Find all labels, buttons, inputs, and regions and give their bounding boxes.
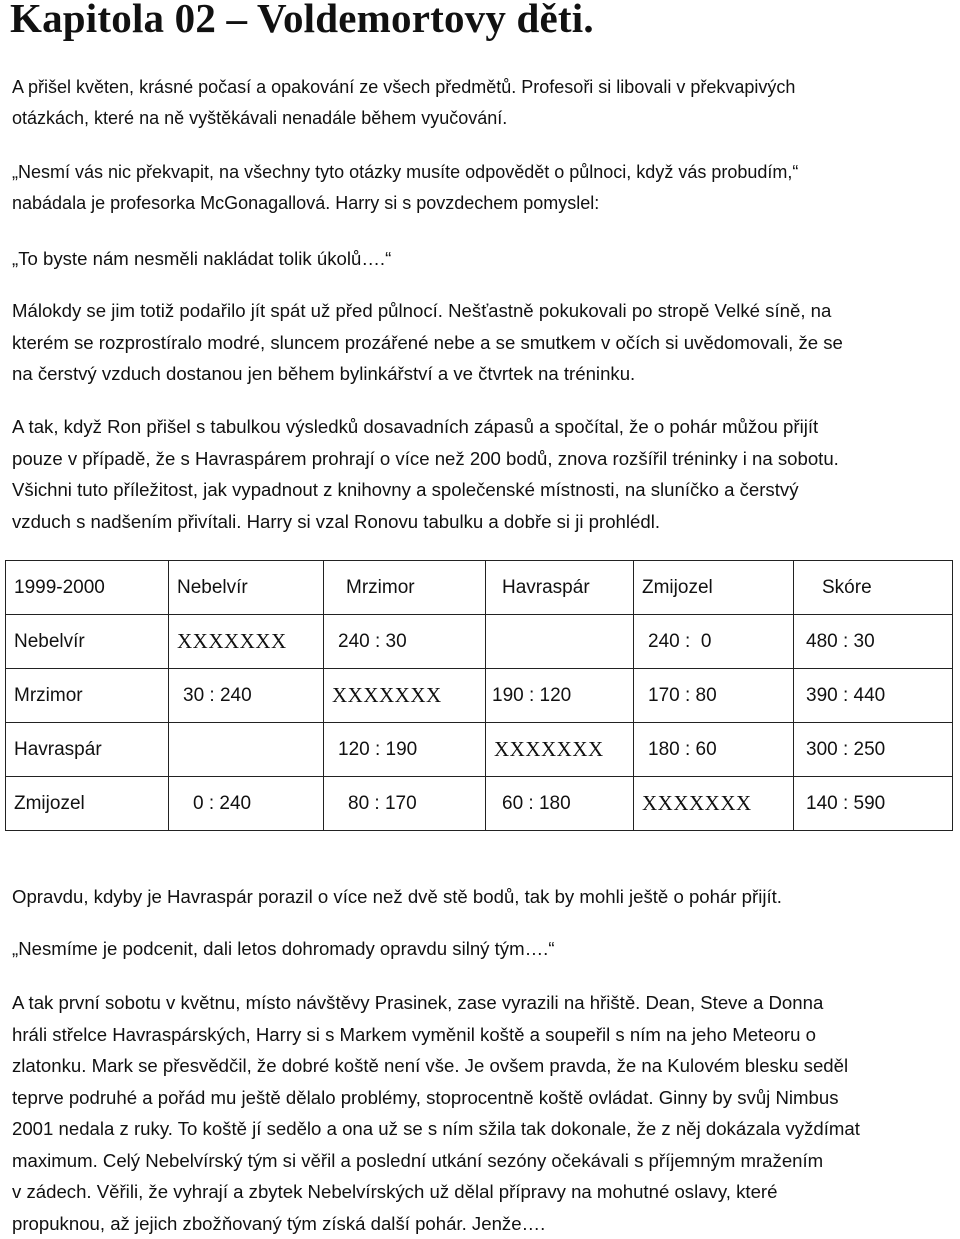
table-cell: XXXXXXX	[634, 777, 794, 831]
table-cell: 140 : 590	[794, 777, 953, 831]
table-cell: Zmijozel	[6, 777, 169, 831]
table-cell: 190 : 120	[486, 669, 634, 723]
text-line: 2001 nedala z ruky. To koště jí sedělo a ona už se s ním sžila tak dokonale, že z něj dokázala vyždímat	[12, 1113, 952, 1145]
table-header-cell: Havraspár	[486, 561, 634, 615]
table-cell: Mrzimor	[6, 669, 169, 723]
table-cell: 480 : 30	[794, 615, 953, 669]
text-line: hráli střelce Havraspárských, Harry si s Markem vyměnil koště a soupeřil s ním na jeho Meteoru o	[12, 1019, 952, 1051]
text-line: „Nesmí vás nic překvapit, na všechny tyto otázky musíte odpovědět o půlnoci, když vás probudím,“	[12, 157, 952, 188]
table-header-cell: Mrzimor	[324, 561, 486, 615]
text-line: teprve podruhé a pořád mu ještě dělalo problémy, stoprocentně koště ovládat. Ginny by svůj Nimbus	[12, 1082, 952, 1114]
table-row	[6, 723, 953, 777]
text-line: Opravdu, kdyby je Havraspár porazil o více než dvě stě bodů, tak by mohli ještě o pohár přijít.	[12, 881, 952, 913]
text-line: „Nesmíme je podcenit, dali letos dohromady opravdu silný tým….“	[12, 933, 952, 965]
paragraph-mcgonagall	[12, 157, 952, 219]
table-cell: 180 : 60	[634, 723, 794, 777]
table-cell: XXXXXXX	[169, 615, 324, 669]
text-line: A přišel květen, krásné počasí a opakování ze všech předmětů. Profesoři si libovali v překvapivých	[12, 72, 952, 103]
table-cell: 120 : 190	[324, 723, 486, 777]
table-cell: 80 : 170	[324, 777, 486, 831]
table-cell: Havraspár	[6, 723, 169, 777]
table-cell: XXXXXXX	[486, 723, 634, 777]
table-cell: 390 : 440	[794, 669, 953, 723]
paragraph-match	[12, 987, 952, 1239]
paragraph-intro	[12, 72, 952, 134]
text-line: nabádala je profesorka McGonagallová. Harry si s povzdechem pomyslel:	[12, 188, 952, 219]
text-line: otázkách, které na ně vyštěkávali nenadále během vyučování.	[12, 103, 952, 134]
table-cell: 240 : 30	[324, 615, 486, 669]
table-cell: 300 : 250	[794, 723, 953, 777]
table-cell: 240 : 0	[634, 615, 794, 669]
chapter-title: Kapitola 02 – Voldemortovy děti.	[10, 0, 594, 44]
text-line: kterém se rozprostíralo modré, sluncem prozářené nebe a se smutkem v očích si uvědomovali, že se	[12, 327, 952, 359]
table-cell	[486, 615, 634, 669]
table-row	[6, 777, 953, 831]
table-header-cell: Zmijozel	[634, 561, 794, 615]
text-line: zlatonku. Mark se přesvědčil, že dobré koště není vše. Je ovšem pravda, že na Kulovém blesku seděl	[12, 1050, 952, 1082]
quote-team	[12, 933, 952, 965]
text-line: Všichni tuto příležitost, jak vypadnout z knihovny a společenské místnosti, na sluníčko a čerstvý	[12, 474, 952, 506]
table-row	[6, 669, 953, 723]
table-cell: Nebelvír	[6, 615, 169, 669]
table-cell: XXXXXXX	[324, 669, 486, 723]
table-cell: 30 : 240	[169, 669, 324, 723]
text-line: Málokdy se jim totiž podařilo jít spát už před půlnocí. Nešťastně pokukovali po stropě Velké síně, na	[12, 295, 952, 327]
table-row	[6, 615, 953, 669]
table-header-row	[6, 561, 953, 615]
table-cell: 170 : 80	[634, 669, 794, 723]
text-line: A tak první sobotu v květnu, místo návštěvy Prasinek, zase vyrazili na hřiště. Dean, Steve a Donna	[12, 987, 952, 1019]
table-cell: 60 : 180	[486, 777, 634, 831]
paragraph-havraspar	[12, 881, 952, 913]
results-table	[5, 560, 953, 831]
text-line: na čerstvý vzduch dostanou jen během bylinkářství a ve čtvrtek na tréninku.	[12, 358, 952, 390]
text-line: pouze v případě, že s Havraspárem prohrají o více než 200 bodů, znova rozšířil tréninky i na sobotu.	[12, 443, 952, 475]
text-line: A tak, když Ron přišel s tabulkou výsledků dosavadních zápasů a spočítal, že o pohár můžou přijít	[12, 411, 952, 443]
table-cell	[169, 723, 324, 777]
table-cell: 0 : 240	[169, 777, 324, 831]
table-header-cell: Skóre	[794, 561, 953, 615]
paragraph-ron-table	[12, 411, 952, 537]
text-line: vzduch s nadšením přivítali. Harry si vzal Ronovu tabulku a dobře si ji prohlédl.	[12, 506, 952, 538]
paragraph-midnight	[12, 295, 952, 390]
text-line: „To byste nám nesměli nakládat tolik úkolů….“	[12, 243, 952, 275]
text-line: v zádech. Věřili, že vyhrají a zbytek Nebelvírských už dělal přípravy na mohutné oslavy, které	[12, 1176, 952, 1208]
text-line: maximum. Celý Nebelvírský tým si věřil a poslední utkání sezóny očekávali s příjemným mražením	[12, 1145, 952, 1177]
table-header-cell: Nebelvír	[169, 561, 324, 615]
text-line: propuknou, až jejich zbožňovaný tým získá další pohár. Jenže….	[12, 1208, 952, 1239]
table-header-cell: 1999-2000	[6, 561, 169, 615]
quote-homework	[12, 243, 952, 275]
